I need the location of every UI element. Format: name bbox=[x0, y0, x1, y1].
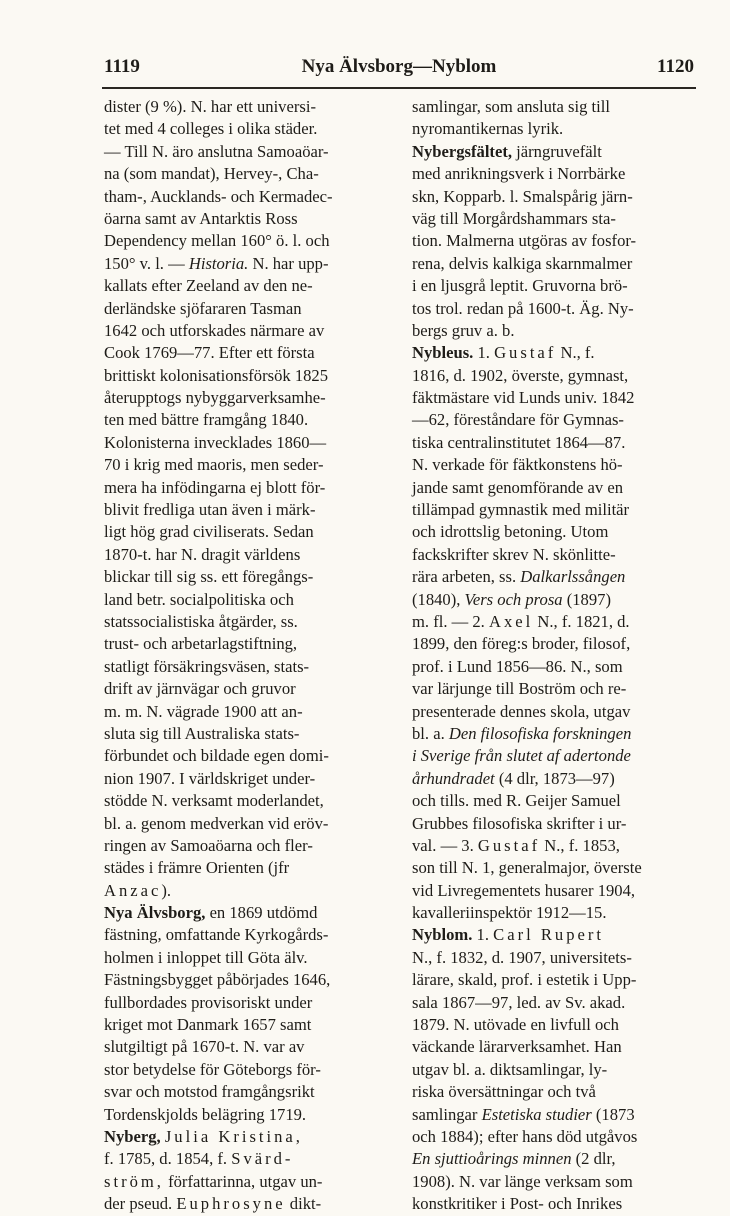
text-line bbox=[104, 298, 390, 320]
text-line bbox=[104, 992, 390, 1014]
text-run: århundradet bbox=[412, 768, 495, 788]
text-line bbox=[412, 656, 698, 678]
text-run: N., f. bbox=[556, 343, 595, 363]
text-run: och idrottslig betoning. Utom bbox=[412, 522, 609, 542]
text-run: vid Livregementets husarer 1904, bbox=[412, 880, 636, 900]
text-run: 1. bbox=[472, 925, 494, 945]
text-line bbox=[412, 163, 698, 185]
text-run: städes i främre Orienten (jfr bbox=[104, 858, 290, 878]
text-run: återupptogs nybyggarverksamhe- bbox=[104, 388, 326, 408]
text-run: — Till N. äro anslutna Samoaöar- bbox=[104, 141, 329, 161]
text-line bbox=[412, 857, 698, 879]
text-run: (2 dlr, bbox=[571, 1149, 616, 1169]
text-run: förbundet och bildade egen domi- bbox=[104, 746, 329, 766]
text-run: (1897) bbox=[562, 589, 611, 609]
text-line bbox=[412, 387, 698, 409]
text-line bbox=[412, 723, 698, 745]
text-run: jande samt genomförande av en bbox=[412, 477, 624, 497]
text-run: Dalkarlssången bbox=[520, 567, 626, 587]
text-run: fästning, omfattande Kyrkogårds- bbox=[104, 925, 329, 945]
text-run: rena, delvis kalkiga skarnmalmer bbox=[412, 253, 633, 273]
text-line bbox=[412, 186, 698, 208]
text-line bbox=[104, 1171, 390, 1193]
text-line bbox=[104, 1036, 390, 1058]
entry-headword: Nybleus. bbox=[412, 343, 474, 363]
text-run: bergs gruv a. b. bbox=[412, 320, 515, 340]
text-run: (4 dlr, 1873—97) bbox=[494, 768, 615, 788]
text-run: tiska centralinstitutet 1864—87. bbox=[412, 432, 626, 452]
text-line bbox=[412, 790, 698, 812]
running-title: Nya Älvsborg—Nyblom bbox=[301, 56, 497, 77]
entry-headword: Nybergsfältet, bbox=[412, 141, 512, 161]
text-line bbox=[412, 768, 698, 790]
text-line bbox=[412, 275, 698, 297]
text-line bbox=[104, 454, 390, 476]
text-line bbox=[104, 947, 390, 969]
text-line bbox=[104, 589, 390, 611]
text-run: tillämpad gymnastik med militär bbox=[412, 500, 630, 520]
text-line bbox=[412, 589, 698, 611]
text-run: Dependency mellan 160° ö. l. och bbox=[104, 231, 330, 251]
text-line bbox=[104, 678, 390, 700]
text-run: Euphrosyne bbox=[176, 1194, 286, 1214]
text-run: väckande lärarverksamhet. Han bbox=[412, 1037, 622, 1057]
text-run: 1899, den föreg:s broder, filosof, bbox=[412, 634, 631, 654]
text-line bbox=[104, 208, 390, 230]
text-run: ström, bbox=[104, 1171, 164, 1191]
text-line bbox=[412, 947, 698, 969]
text-run: författarinna, utgav un- bbox=[163, 1171, 323, 1191]
text-run: m. m. N. vägrade 1900 att an- bbox=[104, 701, 303, 721]
text-line bbox=[104, 1148, 390, 1170]
text-line bbox=[104, 857, 390, 879]
text-run: bl. a. genom medverkan vid eröv- bbox=[104, 813, 329, 833]
text-run: konstkritiker i Post- och Inrikes bbox=[412, 1194, 623, 1214]
text-run: bl. a. bbox=[412, 723, 449, 743]
text-line bbox=[104, 656, 390, 678]
page-number-right: 1120 bbox=[657, 56, 694, 77]
text-run: 70 i krig med maoris, men seder- bbox=[104, 455, 324, 475]
text-run: ringen av Samoaöarna och fler- bbox=[104, 835, 313, 855]
text-line bbox=[412, 678, 698, 700]
text-run: brittiskt kolonisationsförsök 1825 bbox=[104, 365, 329, 385]
running-header bbox=[104, 56, 694, 84]
text-run: Tordenskjolds belägring 1719. bbox=[104, 1104, 307, 1124]
text-line bbox=[412, 521, 698, 543]
text-run: Svärd- bbox=[231, 1149, 294, 1169]
text-line bbox=[104, 723, 390, 745]
text-line bbox=[412, 880, 698, 902]
text-run: son till N. 1, generalmajor, överste bbox=[412, 858, 642, 878]
text-run: ten med bättre framgång 1840. bbox=[104, 410, 309, 430]
text-run: 150° v. l. — bbox=[104, 253, 189, 273]
text-run: tos trol. redan på 1600-t. Äg. Ny- bbox=[412, 298, 634, 318]
text-line bbox=[412, 230, 698, 252]
text-run: fackskrifter skrev N. skönlitte- bbox=[412, 544, 616, 564]
text-run: Estetiska studier bbox=[481, 1104, 592, 1124]
text-line bbox=[104, 969, 390, 991]
text-run: samlingar, som ansluta sig till bbox=[412, 97, 610, 116]
text-run: val. — 3. bbox=[412, 835, 478, 855]
text-line bbox=[412, 1081, 698, 1103]
text-run: blickar till sig ss. ett föregångs- bbox=[104, 567, 314, 587]
text-run: kriget mot Danmark 1657 samt bbox=[104, 1015, 312, 1035]
text-run: Historia. bbox=[188, 253, 249, 273]
text-line bbox=[104, 342, 390, 364]
text-run: väg till Morgårdshammars sta- bbox=[412, 208, 616, 228]
text-line bbox=[412, 835, 698, 857]
text-run: dister (9 %). N. har ett universi- bbox=[104, 97, 316, 116]
text-line bbox=[104, 902, 390, 924]
text-run: statssocialistiska åtgärder, ss. bbox=[104, 611, 298, 631]
text-run: ligt hög grad civiliserats. Sedan bbox=[104, 522, 314, 542]
text-line bbox=[412, 1126, 698, 1148]
text-run: Carl Rupert bbox=[493, 925, 605, 945]
text-run: var lärjunge till Boström och re- bbox=[412, 679, 627, 699]
text-run: N., f. 1832, d. 1907, universitets- bbox=[412, 947, 632, 967]
text-line bbox=[412, 141, 698, 163]
text-line bbox=[104, 566, 390, 588]
text-line bbox=[412, 1104, 698, 1126]
text-run: Cook 1769—77. Efter ett första bbox=[104, 343, 315, 363]
page-number-left: 1119 bbox=[104, 56, 140, 77]
text-line bbox=[412, 499, 698, 521]
text-run: kallats efter Zeeland av den ne- bbox=[104, 276, 313, 296]
text-run: N. har upp- bbox=[248, 253, 329, 273]
text-run: tham-, Aucklands- och Kermadec- bbox=[104, 186, 333, 206]
text-line bbox=[104, 790, 390, 812]
text-line bbox=[412, 1193, 698, 1215]
text-run: land betr. socialpolitiska och bbox=[104, 589, 294, 609]
text-run: stor betydelse för Göteborgs för- bbox=[104, 1059, 321, 1079]
text-run: sluta sig till Australiska stats- bbox=[104, 723, 300, 743]
text-line bbox=[412, 544, 698, 566]
text-line bbox=[412, 566, 698, 588]
text-line bbox=[104, 118, 390, 140]
text-run: stödde N. verksamt moderlandet, bbox=[104, 791, 324, 811]
text-run: na (som mandat), Hervey-, Cha- bbox=[104, 164, 319, 184]
text-line bbox=[412, 992, 698, 1014]
text-run: med anrikningsverk i Norrbärke bbox=[412, 164, 626, 184]
text-run: der pseud. bbox=[104, 1194, 177, 1214]
text-run: Kolonisterna invecklades 1860— bbox=[104, 432, 327, 452]
left-column bbox=[104, 96, 390, 1216]
text-run: ). bbox=[161, 880, 172, 900]
text-run: dikt- bbox=[285, 1194, 322, 1214]
text-run: drift av järnvägar och gruvor bbox=[104, 679, 296, 699]
text-line bbox=[104, 701, 390, 723]
text-run: f. 1785, d. 1854, f. bbox=[104, 1149, 232, 1169]
text-run: utgav bl. a. diktsamlingar, ly- bbox=[412, 1059, 608, 1079]
text-line bbox=[412, 633, 698, 655]
text-run: 1879. N. utövade en livfull och bbox=[412, 1015, 619, 1035]
text-run: Den filosofiska forskningen bbox=[448, 723, 632, 743]
text-run: samlingar bbox=[412, 1104, 482, 1124]
text-line bbox=[104, 499, 390, 521]
text-line bbox=[104, 835, 390, 857]
text-run: skn, Kopparb. l. Smalspårig järn- bbox=[412, 186, 633, 206]
text-run: Gustaf bbox=[494, 343, 557, 363]
text-run: 1642 och utforskades närmare av bbox=[104, 320, 325, 340]
text-line bbox=[104, 1126, 390, 1148]
text-line bbox=[412, 432, 698, 454]
text-line bbox=[104, 96, 390, 118]
entry-headword: Nyblom. bbox=[412, 925, 473, 945]
text-run: i en ljusgrå leptit. Gruvorna brö- bbox=[412, 276, 628, 296]
text-line bbox=[412, 96, 698, 118]
text-run: N., f. 1853, bbox=[540, 835, 620, 855]
text-run: sala 1867—97, led. av Sv. akad. bbox=[412, 992, 626, 1012]
text-run: Gustaf bbox=[477, 835, 541, 855]
text-line bbox=[412, 409, 698, 431]
text-run: nyromantikernas lyrik. bbox=[412, 119, 564, 139]
text-line bbox=[412, 1036, 698, 1058]
text-line bbox=[412, 118, 698, 140]
text-run: presenterade dennes skola, utgav bbox=[412, 701, 631, 721]
text-line bbox=[412, 701, 698, 723]
text-line bbox=[412, 454, 698, 476]
text-run: öarna samt av Antarktis Ross bbox=[104, 208, 298, 228]
text-run: Anzac bbox=[104, 880, 162, 900]
text-run: järngruvefält bbox=[512, 141, 602, 161]
text-line bbox=[104, 633, 390, 655]
text-run: m. fl. — 2. bbox=[412, 611, 489, 631]
text-line bbox=[104, 275, 390, 297]
text-line bbox=[104, 880, 390, 902]
text-line bbox=[104, 1081, 390, 1103]
text-line bbox=[412, 745, 698, 767]
text-line bbox=[104, 544, 390, 566]
text-line bbox=[412, 1059, 698, 1081]
text-run: —62, föreståndare för Gymnas- bbox=[412, 410, 624, 430]
text-line bbox=[104, 521, 390, 543]
text-run: mera ha infödingarna ej blott för- bbox=[104, 477, 326, 497]
text-line bbox=[412, 611, 698, 633]
text-line bbox=[412, 924, 698, 946]
text-run: nion 1907. I världskriget under- bbox=[104, 768, 316, 788]
text-run: Axel bbox=[488, 611, 534, 631]
text-run: fullbordades provisoriskt under bbox=[104, 992, 313, 1012]
text-line bbox=[104, 253, 390, 275]
text-line bbox=[412, 1148, 698, 1170]
text-run: N. verkade för fäktkonstens hö- bbox=[412, 455, 623, 475]
text-line bbox=[412, 298, 698, 320]
entry-headword: Nya Älvsborg, bbox=[104, 903, 206, 923]
text-line bbox=[104, 186, 390, 208]
text-run: blivit fredliga utan även i märk- bbox=[104, 500, 316, 520]
text-run: holmen i inloppet till Göta älv. bbox=[104, 947, 308, 967]
text-line bbox=[104, 409, 390, 431]
text-run: N., f. 1821, d. bbox=[533, 611, 630, 631]
text-line bbox=[104, 477, 390, 499]
text-line bbox=[104, 163, 390, 185]
text-line bbox=[104, 1104, 390, 1126]
text-run: 1908). N. var länge verksam som bbox=[412, 1171, 633, 1191]
text-run: 1870-t. har N. dragit världens bbox=[104, 544, 301, 564]
text-run: derländske sjöfararen Tasman bbox=[104, 298, 302, 318]
text-line bbox=[104, 1059, 390, 1081]
text-run: riska översättningar och två bbox=[412, 1082, 596, 1102]
text-run: tet med 4 colleges i olika städer. bbox=[104, 119, 318, 139]
text-run: Grubbes filosofiska skrifter i ur- bbox=[412, 813, 627, 833]
text-line bbox=[104, 320, 390, 342]
text-run: slutgiltigt på 1670-t. N. var av bbox=[104, 1037, 305, 1057]
text-line bbox=[104, 1014, 390, 1036]
text-run: en 1869 utdömd bbox=[205, 903, 318, 923]
text-run: rära arbeten, ss. bbox=[412, 567, 521, 587]
text-line bbox=[104, 1193, 390, 1215]
text-run: fäktmästare vid Lunds univ. 1842 bbox=[412, 388, 635, 408]
text-line bbox=[104, 768, 390, 790]
text-run: 1816, d. 1902, överste, gymnast, bbox=[412, 365, 629, 385]
text-line bbox=[412, 1014, 698, 1036]
text-line bbox=[412, 320, 698, 342]
text-line bbox=[104, 813, 390, 835]
text-line bbox=[104, 365, 390, 387]
text-line bbox=[412, 902, 698, 924]
text-run: (1873 bbox=[591, 1104, 635, 1124]
text-run: kavalleriinspektör 1912—15. bbox=[412, 903, 607, 923]
text-line bbox=[412, 1171, 698, 1193]
text-run: Vers och prosa bbox=[464, 589, 563, 609]
text-line bbox=[412, 253, 698, 275]
text-run: 1. bbox=[473, 343, 495, 363]
text-run: och tills. med R. Geijer Samuel bbox=[412, 791, 621, 811]
text-line bbox=[412, 342, 698, 364]
text-line bbox=[104, 230, 390, 252]
text-run: och 1884); efter hans död utgåvos bbox=[412, 1126, 638, 1146]
text-line bbox=[104, 432, 390, 454]
text-line bbox=[104, 141, 390, 163]
text-line bbox=[104, 611, 390, 633]
text-run: Fästningsbygget påbörjades 1646, bbox=[104, 970, 331, 990]
right-column bbox=[412, 96, 698, 1216]
header-rule bbox=[102, 87, 696, 89]
text-line bbox=[104, 387, 390, 409]
text-run: i Sverige från slutet af adertonde bbox=[412, 746, 631, 766]
text-run: svar och motstod framgångsrikt bbox=[104, 1082, 315, 1102]
text-run: lärare, skald, prof. i estetik i Upp- bbox=[412, 970, 637, 990]
entry-headword: Nyberg, bbox=[104, 1126, 161, 1146]
text-run: Julia Kristina, bbox=[164, 1126, 303, 1146]
text-line bbox=[412, 208, 698, 230]
text-run: statligt försäkringsväsen, stats- bbox=[104, 656, 310, 676]
text-run: En sjuttioårings minnen bbox=[412, 1149, 572, 1169]
text-line bbox=[104, 745, 390, 767]
text-line bbox=[104, 924, 390, 946]
text-line bbox=[412, 969, 698, 991]
text-line bbox=[412, 477, 698, 499]
text-run: (1840), bbox=[412, 589, 465, 609]
text-run: prof. i Lund 1856—86. N., som bbox=[412, 656, 623, 676]
text-line bbox=[412, 365, 698, 387]
text-run: tion. Malmerna utgöras av fosfor- bbox=[412, 231, 637, 251]
text-line bbox=[412, 813, 698, 835]
text-run: trust- och arbetarlagstiftning, bbox=[104, 634, 298, 654]
